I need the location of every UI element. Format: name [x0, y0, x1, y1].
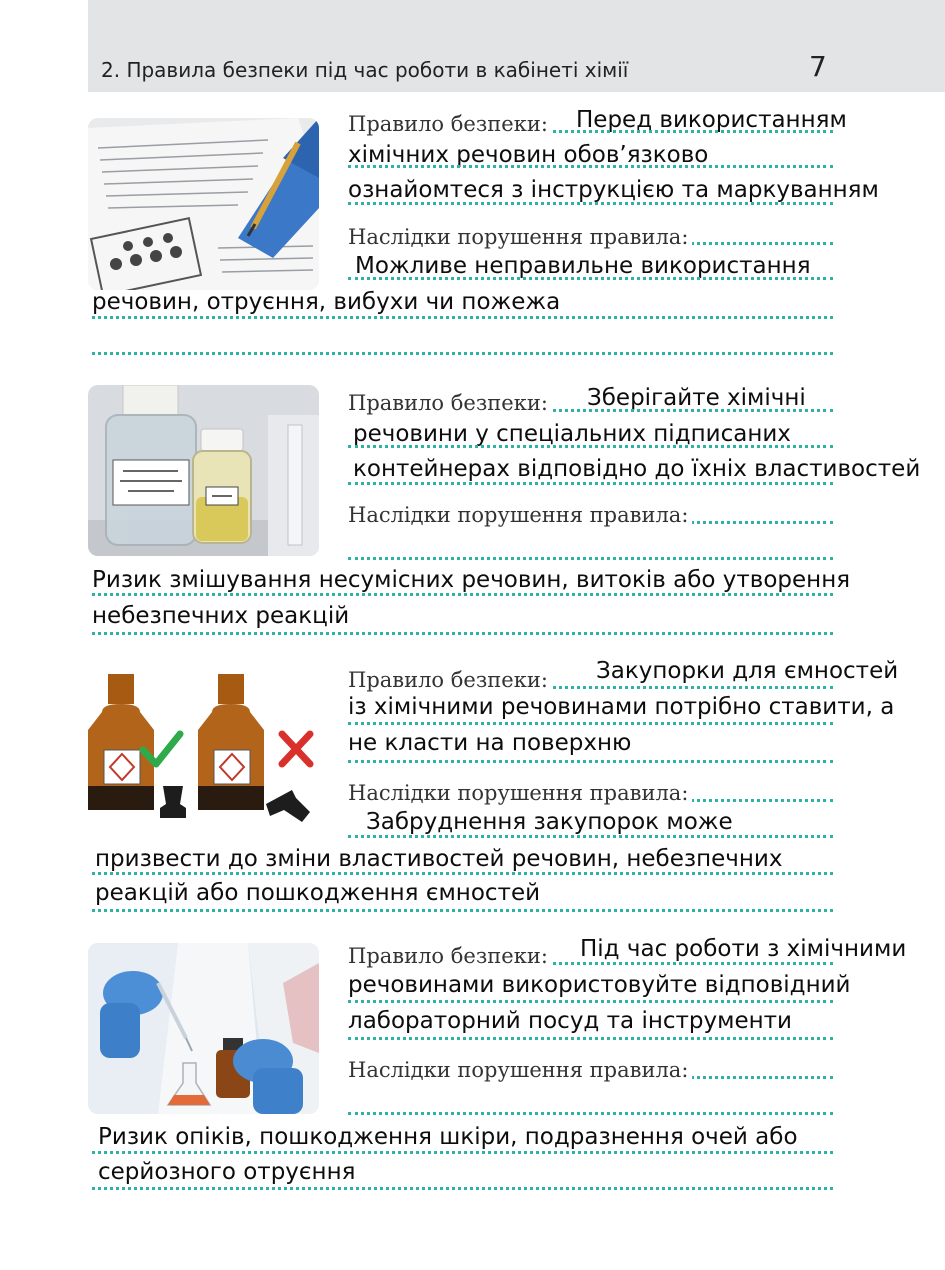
consequence-2-dotline-2	[92, 593, 833, 596]
rule-3-label: Правило безпеки:	[348, 668, 552, 692]
consequence-3-dotline-1	[348, 835, 833, 838]
consequence-4-dotline-1	[348, 1112, 833, 1115]
rule-1-line-1: Перед використанням	[576, 107, 847, 133]
consequence-1-dotline-2	[92, 316, 833, 319]
lab-work-photo	[88, 943, 319, 1114]
consequence-4-dotline-3	[92, 1187, 833, 1190]
document-signing-photo	[88, 118, 319, 290]
rule-2-dotline-3	[348, 482, 833, 485]
consequence-4-line-2: серйозного отруєння	[98, 1159, 356, 1185]
consequence-1-line-1: Можливе неправильне використання	[355, 253, 811, 279]
rule-1-dotline-2	[348, 165, 833, 168]
rule-4-line-2: речовинами використовуйте відповідний	[348, 972, 851, 998]
consequence-2-line-1: Ризик змішування несумісних речовин, витоків або утворення	[92, 567, 851, 593]
rule-3-dotline-2	[348, 722, 833, 725]
rule-3-line-1: Закупорки для ємностей	[596, 658, 899, 684]
consequence-3-line-1: Забруднення закупорок може	[366, 809, 733, 835]
consequence-3-dotline-2	[92, 872, 833, 875]
rule-1-label: Правило безпеки:	[348, 112, 552, 136]
rule-1-line-3: ознайомтеся з інструкцією та маркуванням	[348, 177, 879, 203]
consequence-3-line-3: реакцій або пошкодження ємностей	[95, 880, 541, 906]
rule-1-line-2: хімічних речовин обов’язково	[348, 142, 709, 168]
rule-4-dotline-2	[348, 1000, 833, 1003]
consequence-4-line-1: Ризик опіків, пошкодження шкіри, подразнення очей або	[98, 1124, 798, 1150]
rule-4-label: Правило безпеки:	[348, 944, 552, 968]
consequence-2-dotline-3	[92, 632, 833, 635]
rule-4-dotline-3	[348, 1037, 833, 1040]
rule-1-dotline-3	[348, 202, 833, 205]
consequence-1-label: Наслідки порушення правила:	[348, 225, 692, 249]
rule-2-label: Правило безпеки:	[348, 391, 552, 415]
reagent-bottles-photo	[88, 385, 319, 556]
consequence-2-label: Наслідки порушення правила:	[348, 503, 692, 527]
consequence-4-label: Наслідки порушення правила:	[348, 1058, 692, 1082]
rule-2-line-3: контейнерах відповідно до їхніх властивостей	[353, 456, 921, 482]
rule-3-line-3: не класти на поверхню	[348, 730, 632, 756]
rule-4-line-3: лабораторний посуд та інструменти	[348, 1008, 793, 1034]
rule-3-dotline-3	[348, 760, 833, 763]
page-number: 7	[809, 50, 827, 83]
section-title: 2. Правила безпеки під час роботи в кабінеті хімії	[101, 58, 629, 82]
consequence-2-dotline-1	[348, 557, 833, 560]
consequence-3-label: Наслідки порушення правила:	[348, 781, 692, 805]
bottle-stoppers-photo	[88, 668, 319, 830]
page-header	[88, 0, 945, 92]
rule-2-line-2: речовини у спеціальних підписаних	[353, 421, 791, 447]
consequence-4-dotline-2	[92, 1151, 833, 1154]
rule-3-line-2: із хімічними речовинами потрібно ставити, а	[348, 694, 895, 720]
consequence-1-dotline-1	[348, 277, 833, 280]
consequence-3-line-2: призвести до зміни властивостей речовин, небезпечних	[95, 846, 783, 872]
rule-2-dotline-2	[348, 445, 833, 448]
rule-2-line-1: Зберігайте хімічні	[587, 385, 806, 411]
consequence-2-line-2: небезпечних реакцій	[92, 603, 350, 629]
consequence-1-dotline-3	[92, 352, 833, 355]
consequence-1-line-2: речовин, отруєння, вибухи чи пожежа	[92, 289, 561, 315]
rule-4-line-1: Під час роботи з хімічними	[580, 936, 907, 962]
consequence-3-dotline-3	[92, 909, 833, 912]
